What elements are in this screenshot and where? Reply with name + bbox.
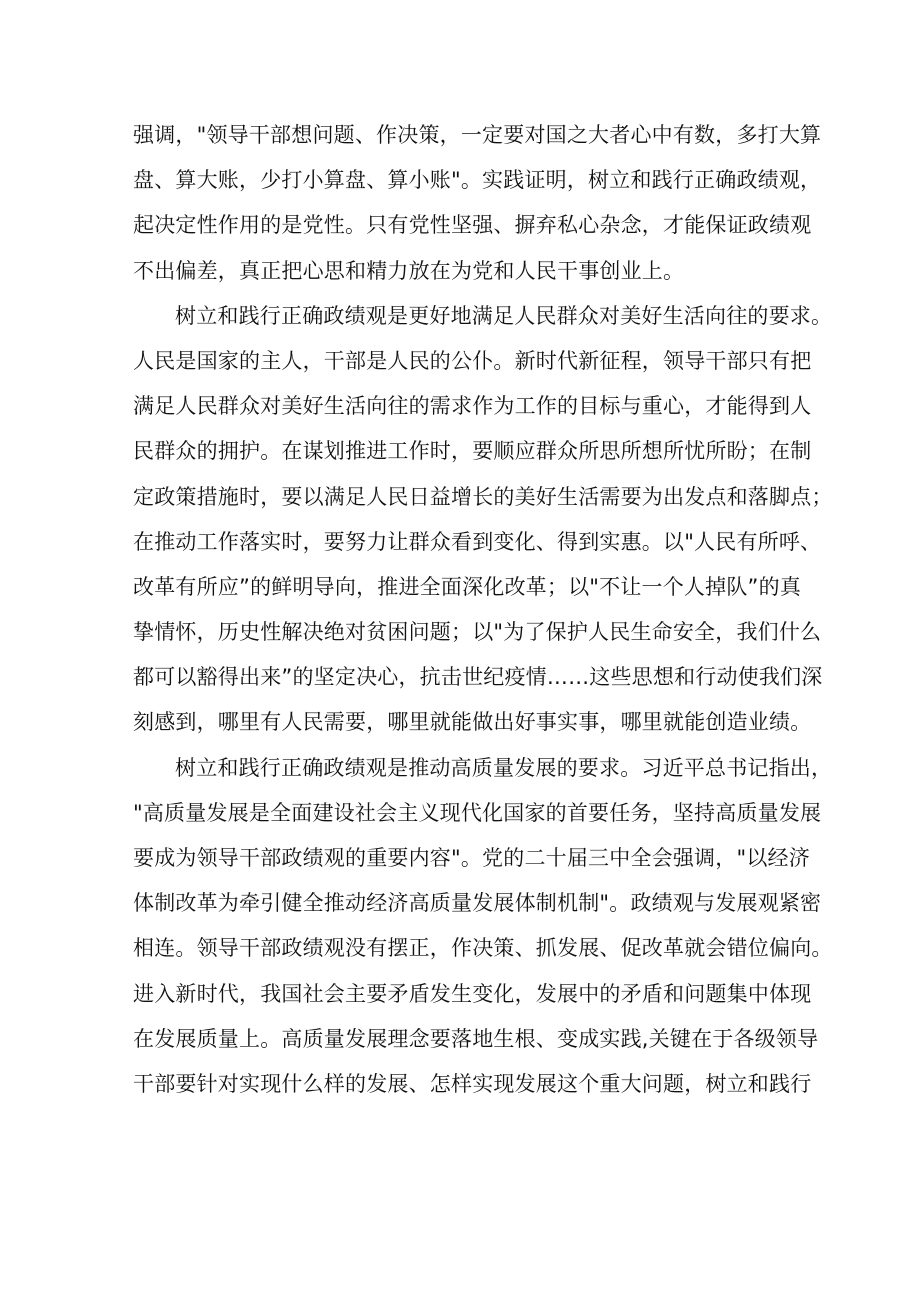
text-line: 树立和践行正确政绩观是更好地满足人民群众对美好生活向往的要求。 [175,303,833,328]
text-line: 都可以豁得出来”的坚定决心，抗击世纪疫情……这些思想和行动使我们深 [133,665,823,690]
text-line: 体制改革为牵引健全推动经济高质量发展体制机制"。政绩观与发展观紧密 [133,891,822,916]
document-body [133,113,833,1107]
text-line: 人民是国家的主人，干部是人民的公仆。新时代新征程，领导干部只有把 [133,348,812,373]
text-line: 树立和践行正确政绩观是推动高质量发展的要求。习近平总书记指出， [175,755,833,780]
text-line: 要成为领导干部政绩观的重要内容"。党的二十届三中全会强调，"以经济 [133,846,810,870]
text-line: 盘、算大账，少打小算盘、算小账"。实践证明，树立和践行正确政绩观， [133,168,822,193]
text-line: 在发展质量上。高质量发展理念要落地生根、变成实践,关键在于各级领导 [133,1026,819,1051]
text-line: 改革有所应”的鲜明导向，推进全面深化改革；以"不让一个人掉队”的真 [133,574,802,599]
text-line: 定政策措施时，要以满足人民日益增长的美好生活需要为出发点和落脚点； [133,484,833,509]
paragraph-3 [133,746,833,1108]
text-line: 在推动工作落实时，要努力让群众看到变化、得到实惠。以"人民有所呼、 [133,529,822,554]
paragraph-1 [133,113,822,294]
text-line: 满足人民群众对美好生活向往的需求作为工作的目标与重心，才能得到人 [133,394,812,419]
text-line: 干部要针对实现什么样的发展、怎样实现发展这个重大问题，树立和践行 [133,1071,812,1096]
text-line: 相连。领导干部政绩观没有摆正，作决策、抓发展、促改革就会错位偏向。 [133,936,833,961]
text-line: 挚情怀，历史性解决绝对贫困问题；以"为了保护人民生命安全，我们什么 [133,620,822,645]
text-line: 刻感到，哪里有人民需要，哪里就能做出好事实事，哪里就能创造业绩。 [133,710,812,735]
text-line: 民群众的拥护。在谋划推进工作时，要顺应群众所思所想所忧所盼；在制 [133,439,812,464]
text-line: 起决定性作用的是党性。只有党性坚强、摒弃私心杂念，才能保证政绩观 [133,213,812,238]
paragraph-2 [133,294,833,746]
text-line: 进入新时代，我国社会主要矛盾发生变化，发展中的矛盾和问题集中体现 [133,981,812,1006]
text-line: 强调，"领导干部想问题、作决策，一定要对国之大者心中有数，多打大算 [133,123,822,147]
text-line: 不出偏差，真正把心思和精力放在为党和人民干事创业上。 [133,258,685,283]
text-line: "高质量发展是全面建设社会主义现代化国家的首要任务，坚持高质量发展 [133,800,822,825]
